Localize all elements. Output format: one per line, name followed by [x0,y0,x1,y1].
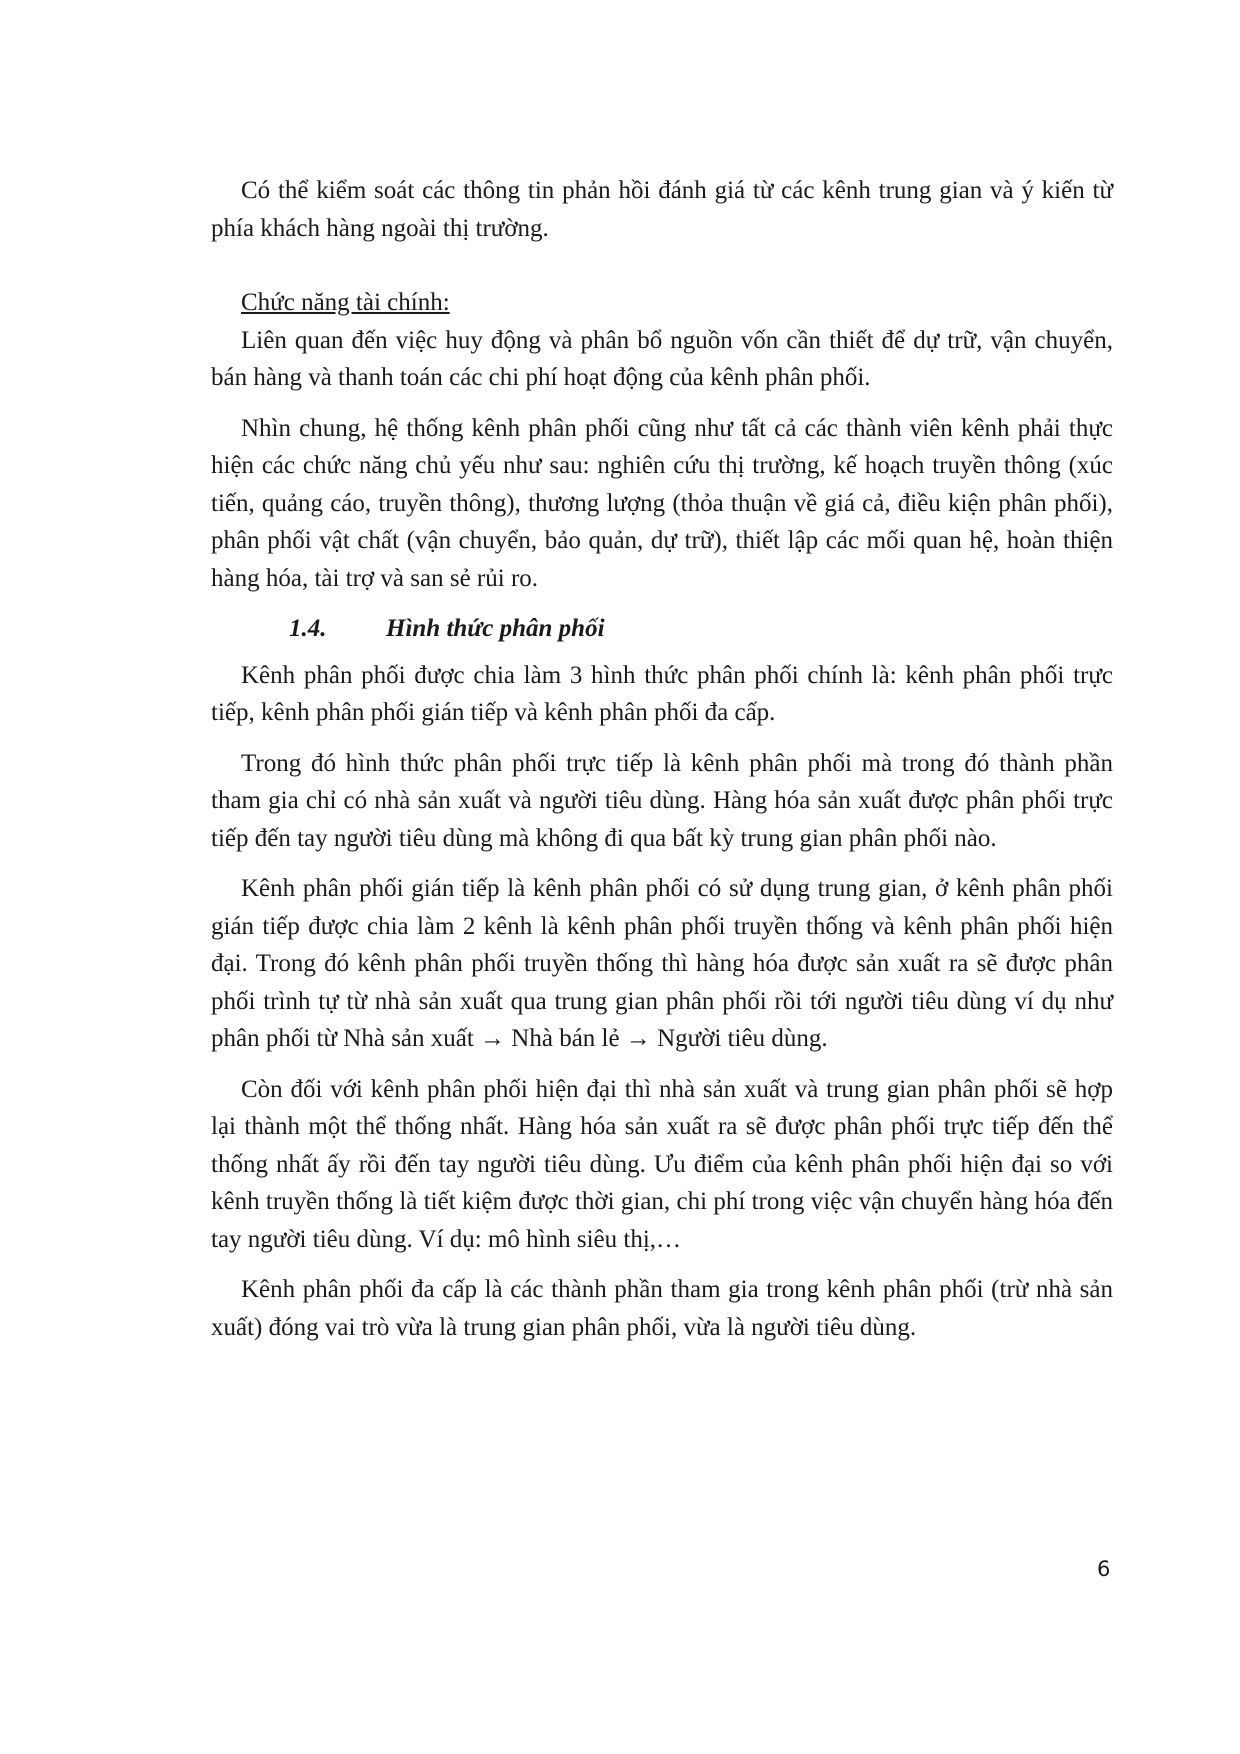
paragraph-finance-function: Liên quan đến việc huy động và phân bổ nguồn vốn cần thiết để dự trữ, vận chuyển, bán hàng và thanh toán các chi phí hoạt động của kênh phân phối. [211,326,1113,391]
paragraph-modern-channel: Còn đối với kênh phân phối hiện đại thì nhà sản xuất và trung gian phân phối sẽ hợp lại thành một thể thống nhất. Hàng hóa sản xuất ra sẽ được phân phối trực tiếp đến thể thống nhất ấy rồi đến tay người tiêu dùng. Ưu điểm của kênh phân phối hiện đại so với kênh truyền thống là tiết kiệm được thời gian, chi phí trong việc vận chuyển hàng hóa đến tay người tiêu dùng. Ví dụ: mô hình siêu thị,… [211,1075,1113,1253]
paragraph-feedback-control: Có thể kiểm soát các thông tin phản hồi đánh giá từ các kênh trung gian và ý kiến từ phía khách hàng ngoài thị trường. [211,177,1113,242]
section-title: Hình thức phân phối [386,615,605,642]
body-text [211,172,1113,1346]
section-number: 1.4. [289,615,327,642]
subheading-finance-function: Chức năng tài chính: [241,289,450,316]
page-number: 6 [1097,1557,1111,1581]
paragraph-multilevel-distribution: Kênh phân phối đa cấp là các thành phần tham gia trong kênh phân phối (trừ nhà sản xuất) đóng vai trò vừa là trung gian phân phối, vừa là người tiêu dùng. [211,1276,1113,1341]
paragraph-distribution-forms: Kênh phân phối được chia làm 3 hình thức phân phối chính là: kênh phân phối trực tiếp, kênh phân phối gián tiếp và kênh phân phối đa cấp. [211,661,1113,726]
paragraph-direct-distribution: Trong đó hình thức phân phối trực tiếp là kênh phân phối mà trong đó thành phần tham gia chỉ có nhà sản xuất và người tiêu dùng. Hàng hóa sản xuất được phân phối trực tiếp đến tay người tiêu dùng mà không đi qua bất kỳ trung gian phân phối nào. [211,749,1113,852]
paragraph-indirect-distribution: Kênh phân phối gián tiếp là kênh phân phối có sử dụng trung gian, ở kênh phân phối gián tiếp được chia làm 2 kênh là kênh phân phối truyền thống và kênh phân phối hiện đại. Trong đó kênh phân phối truyền thống thì hàng hóa được sản xuất ra sẽ được phân phối trình tự từ nhà sản xuất qua trung gian phân phối rồi tới người tiêu dùng ví dụ như phân phối từ Nhà sản xuất → Nhà bán lẻ → Người tiêu dùng. [211,875,1113,1052]
paragraph-channel-functions-summary: Nhìn chung, hệ thống kênh phân phối cũng như tất cả các thành viên kênh phải thực hiện các chức năng chủ yếu như sau: nghiên cứu thị trường, kế hoạch truyền thông (xúc tiến, quảng cáo, truyền thông), thương lượng (thỏa thuận về giá cả, điều kiện phân phối), phân phối vật chất (vận chuyển, bảo quản, dự trữ), thiết lập các mối quan hệ, hoàn thiện hàng hóa, tài trợ và san sẻ rủi ro. [211,414,1113,592]
section-heading [211,610,1113,648]
